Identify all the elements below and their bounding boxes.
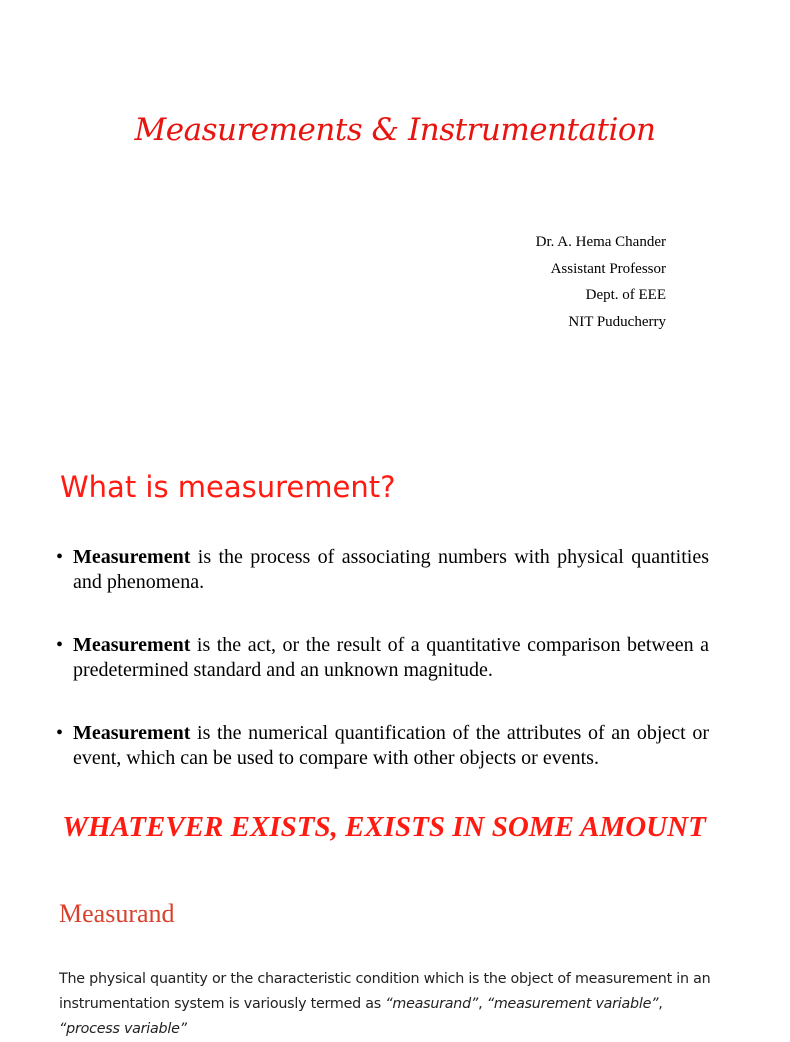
bullet-list xyxy=(56,545,709,771)
section-heading: What is measurement? xyxy=(60,470,396,504)
bullet-term: Measurement xyxy=(73,634,191,656)
term-process-variable: “process variable” xyxy=(59,1021,187,1037)
author-position: Assistant Professor xyxy=(550,260,666,277)
motto-heading: WHATEVER EXISTS, EXISTS IN SOME AMOUNT xyxy=(62,811,706,843)
bullet-icon: • xyxy=(56,722,64,744)
author-institute: NIT Puducherry xyxy=(568,313,666,330)
paragraph-separator: , xyxy=(478,996,487,1012)
paragraph-separator: , xyxy=(658,996,663,1012)
paragraph-text: The physical quantity or the characteristic condition which is the object of measurement in an instrumentation system is variously termed as xyxy=(59,971,711,1012)
bullet-item xyxy=(56,721,709,771)
bullet-text: is the act, or the result of a quantitative comparison between a predetermined standard and an unknown magnitude. xyxy=(73,634,709,681)
author-department: Dept. of EEE xyxy=(585,287,666,303)
bullet-icon: • xyxy=(56,634,64,656)
term-measurement-variable: “measurement variable” xyxy=(486,996,659,1012)
bullet-term: Measurement xyxy=(73,722,191,744)
author-name: Dr. A. Hema Chander xyxy=(535,234,666,250)
measurand-paragraph xyxy=(59,967,715,1042)
bullet-term: Measurement xyxy=(73,546,191,568)
bullet-item xyxy=(56,633,709,683)
bullet-icon: • xyxy=(56,546,64,568)
bullet-text: is the process of associating numbers with physical quantities and phenomena. xyxy=(73,546,709,593)
bullet-text: is the numerical quantification of the attributes of an object or event, which can be used to compare with other objects or events. xyxy=(73,722,709,769)
bullet-item xyxy=(56,545,709,595)
measurand-heading: Measurand xyxy=(59,899,175,928)
term-measurand: “measurand” xyxy=(385,996,479,1012)
author-block xyxy=(536,229,666,335)
slide-title: Measurements & Instrumentation xyxy=(134,112,656,148)
